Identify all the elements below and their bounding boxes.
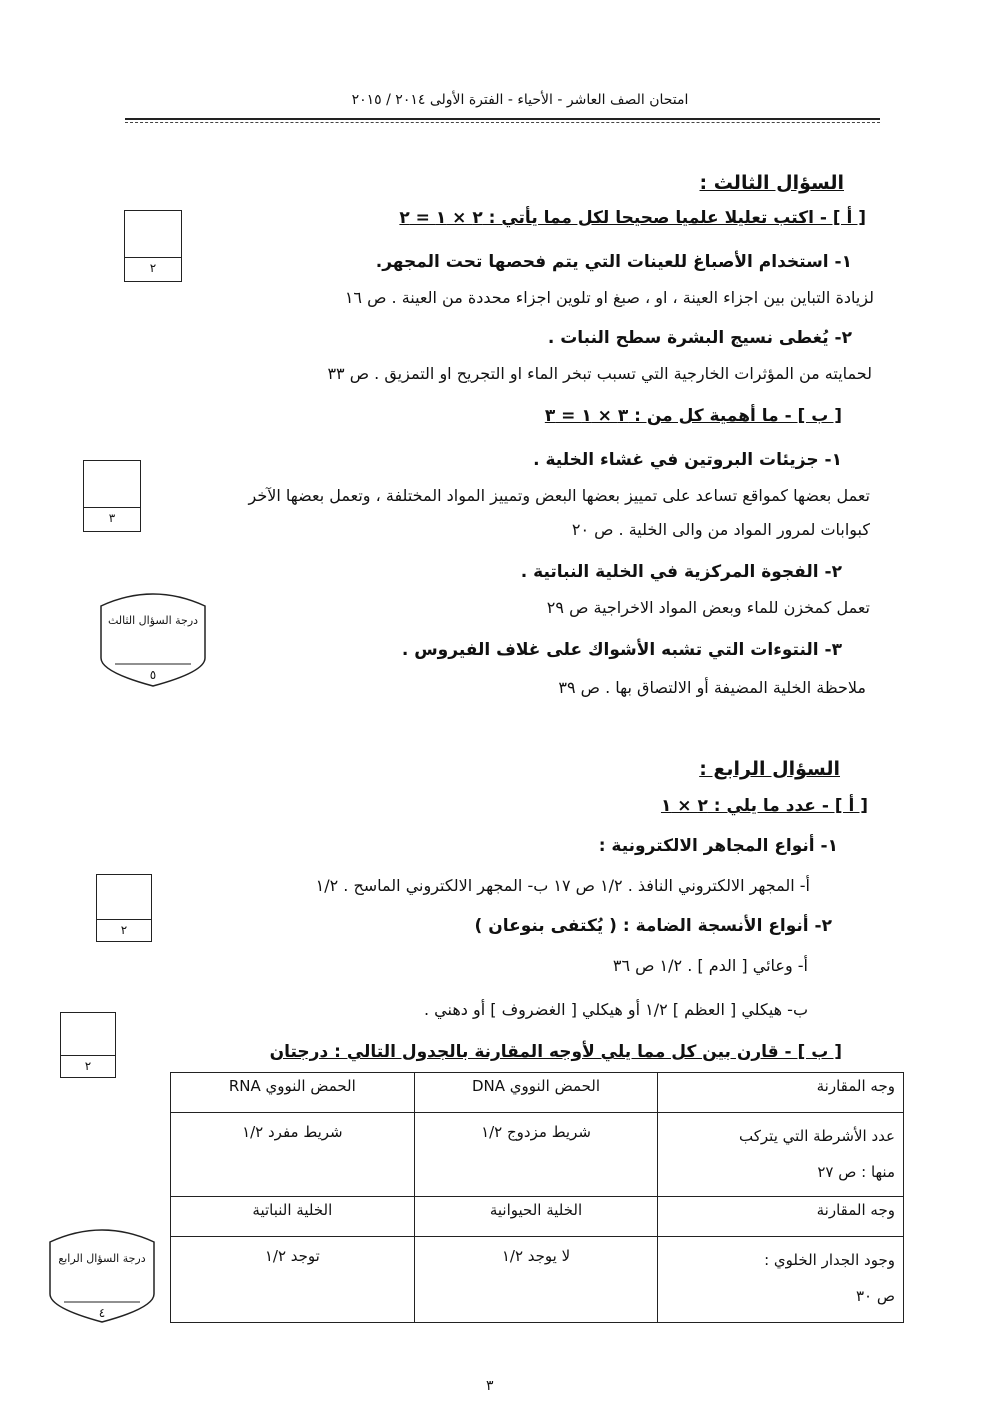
q3-part-b-title: [ ب ] - ما أهمية كل من : ٣ × ١ = ٣ (544, 406, 842, 426)
table-row (171, 1237, 904, 1323)
table-cell (414, 1197, 658, 1237)
header-comparison-aspect: وجه المقارنة (816, 1077, 895, 1095)
q3-a-item-2: ٢- يُغطى نسيج البشرة سطح النبات . (547, 328, 852, 348)
q4-grade-value: ٤ (98, 1306, 106, 1320)
animal-cell-wall-answer: لا يوجد ١/٢ (501, 1247, 571, 1265)
table-cell (171, 1073, 415, 1113)
header-animal-cell: الخلية الحيوانية (489, 1201, 583, 1219)
q3-b-item-3: ٣- النتوءات التي تشبه الأشواك على غلاف الفيروس . (401, 640, 842, 660)
q3-title: السؤال الثالث : (699, 172, 844, 194)
q4-grade-label: درجة السؤال الرابع (58, 1252, 146, 1265)
q3-a-item-1: ١- استخدام الأصباغ للعينات التي يتم فحصها تحت المجهر. (375, 252, 852, 272)
q4-part-b-score: ٢ (84, 1059, 92, 1073)
q4-a-answer-2b: ب- هيكلي [ العظم ] ١/٢ أو هيكلي [ الغضروف ] أو دهني . (424, 1000, 808, 1019)
q3-a-answer-2: لحمايته من المؤثرات الخارجية التي تسبب تبخر الماء او التجريح او التمزيق . ص ٣٣ (327, 364, 872, 383)
q4-title: السؤال الرابع : (699, 758, 840, 780)
table-cell (171, 1113, 415, 1197)
q4-a-item-2: ٢- أنواع الأنسجة الضامة : ( يُكتفى بنوعان ) (474, 916, 832, 936)
q4-part-a-title: [ أ ] - عدد ما يلي : ٢ × ١ (660, 796, 868, 816)
q4-a-answer-1: أ- المجهر الالكتروني النافذ . ١/٢ ص ١٧ ب- المجهر الالكتروني الماسح . ١/٢ (315, 876, 810, 895)
table-cell (171, 1197, 415, 1237)
table-row (171, 1197, 904, 1237)
table-cell (658, 1237, 904, 1323)
cell-wall-label-line-1: وجود الجدار الخلوي : (764, 1251, 895, 1269)
header-plant-cell: الخلية النباتية (252, 1201, 333, 1219)
q3-grade-value: ٥ (149, 668, 157, 682)
q3-a-answer-1: لزيادة التباين بين اجزاء العينة ، او ، صبغ او تلوين اجزاء محددة من العينة . ص ١٦ (344, 288, 874, 307)
q3-grade-label: درجة السؤال الثالث (107, 614, 199, 627)
q3-b-answer-1-line-2: كبوابات لمرور المواد من والى الخلية . ص ٢٠ (571, 520, 870, 539)
header-dna: الحمض النووي DNA (471, 1077, 601, 1095)
plant-cell-wall-answer: توجد ١/٢ (264, 1247, 320, 1265)
q4-part-a-score-box (96, 874, 152, 942)
table-cell (658, 1073, 904, 1113)
q4-a-answer-2a: أ- وعائي [ الدم ] . ١/٢ ص ٣٦ (612, 956, 808, 975)
q4-part-b-score-box (60, 1012, 116, 1078)
q4-a-item-1: ١- أنواع المجاهر الالكترونية : (598, 836, 838, 856)
table-cell (414, 1237, 658, 1323)
q3-part-b-score-box (83, 460, 141, 532)
page-number: ٣ (486, 1378, 494, 1394)
rna-strands-answer: شريط مفرد ١/٢ (242, 1123, 343, 1141)
q3-part-a-score-box (124, 210, 182, 282)
q3-part-b-score: ٣ (108, 511, 116, 525)
q3-part-a-title: [ أ ] - اكتب تعليلا علميا صحيحا لكل مما يأتي : ٢ × ١ = ٢ (399, 208, 866, 228)
q3-b-item-1: ١- جزيئات البروتين في غشاء الخلية . (533, 450, 842, 470)
table-cell (658, 1197, 904, 1237)
cell-wall-label-line-2: ص ٣٠ (855, 1287, 895, 1305)
header-rna: الحمض النووي RNA (228, 1077, 356, 1095)
table-cell (414, 1113, 658, 1197)
q4-part-b-title: [ ب ] - قارن بين كل مما يلي لأوجه المقارنة بالجدول التالي : درجتان (269, 1042, 842, 1062)
table-cell (171, 1237, 415, 1323)
dna-strands-answer: شريط مزدوج ١/٢ (481, 1123, 591, 1141)
header-rule (125, 118, 880, 120)
q4-part-a-score: ٢ (120, 923, 128, 937)
q4-grade-badge (42, 1224, 162, 1324)
q3-b-answer-2: تعمل كمخزن للماء وبعض المواد الاخراجية ص ٢٩ (546, 598, 870, 617)
q3-part-a-score: ٢ (149, 261, 157, 275)
q3-b-answer-3: ملاحظة الخلية المضيفة أو الالتصاق بها . ص ٣٩ (558, 678, 866, 697)
strands-label-line-2: منها : ص ٢٧ (817, 1163, 895, 1181)
strands-label-line-1: عدد الأشرطة التي يتركب (739, 1127, 895, 1145)
q3-grade-badge (93, 588, 213, 688)
table-cell (414, 1073, 658, 1113)
header-comparison-aspect-2: وجه المقارنة (816, 1201, 895, 1219)
q3-b-item-2: ٢- الفجوة المركزية في الخلية النباتية . (520, 562, 842, 582)
exam-header-title: امتحان الصف العاشر - الأحياء - الفترة الأولى ٢٠١٤ / ٢٠١٥ (351, 92, 689, 108)
header-rule-dashed (125, 122, 880, 123)
comparison-table (170, 1072, 904, 1323)
table-cell (658, 1113, 904, 1197)
table-row (171, 1113, 904, 1197)
q3-b-answer-1-line-1: تعمل بعضها كمواقع تساعد على تمييز بعضها البعض وتمييز المواد المختلفة ، وتعمل بعضها الآخر (248, 486, 870, 505)
table-row (171, 1073, 904, 1113)
